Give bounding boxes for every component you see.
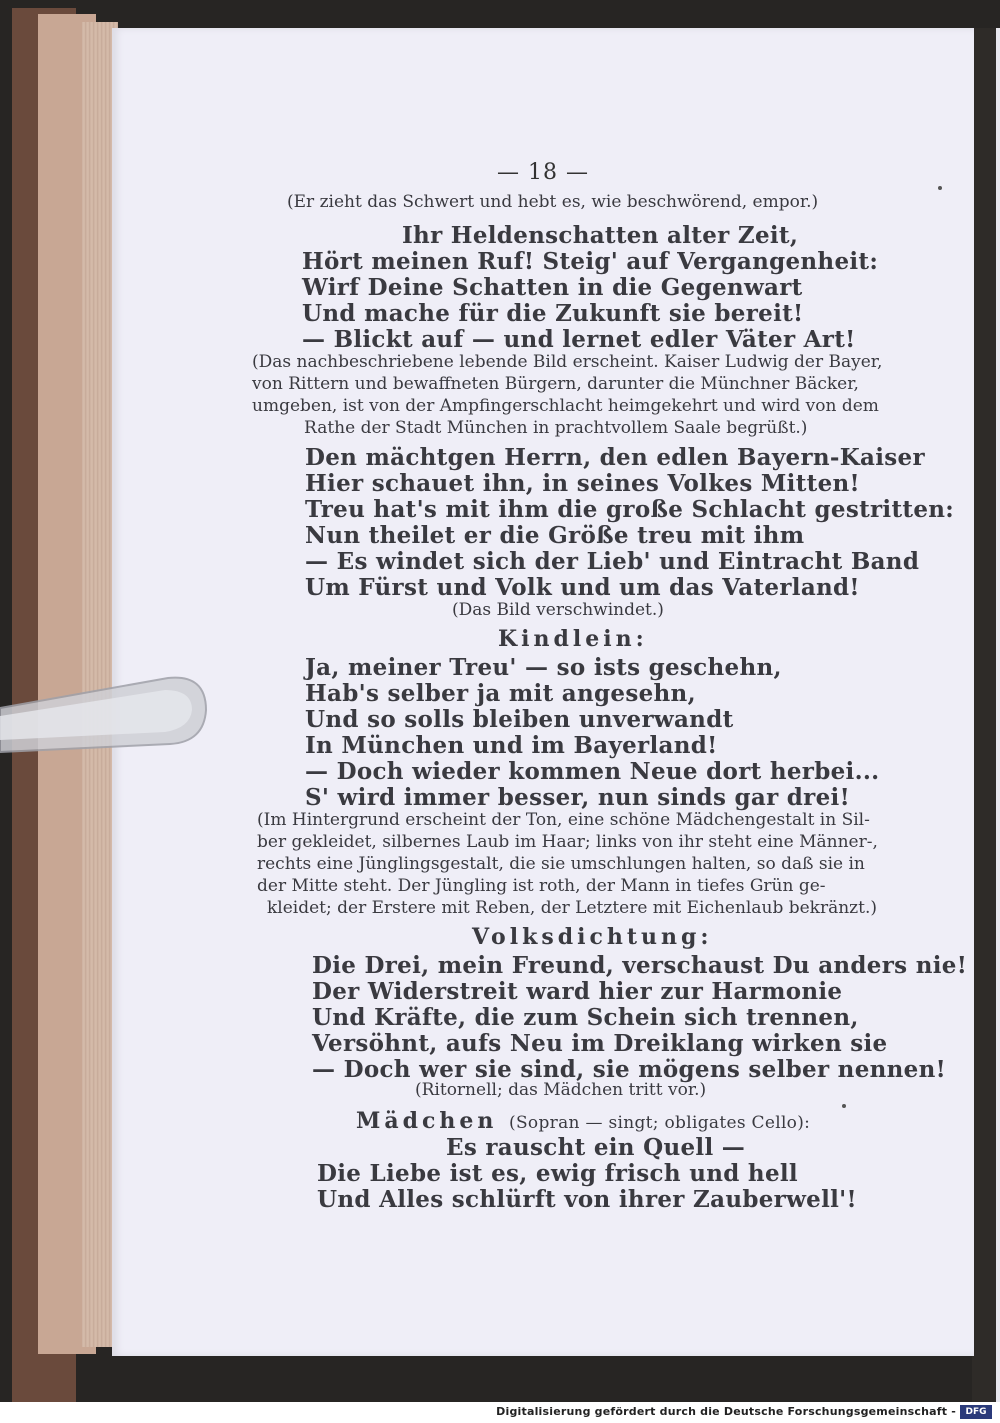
verse-line: Und so solls bleiben unverwandt: [305, 706, 734, 733]
stage-direction: umgeben, ist von der Ampfingerschlacht heimgekehrt und wird von dem: [252, 396, 879, 416]
verse-line: Nun theilet er die Größe treu mit ihm: [305, 522, 805, 549]
stage-direction: (Sopran — singt; obligates Cello):: [509, 1113, 811, 1133]
verse-line: Ihr Heldenschatten alter Zeit,: [402, 222, 799, 249]
verse-line: Die Liebe ist es, ewig frisch und hell: [317, 1160, 798, 1187]
ink-speck: [842, 1104, 846, 1108]
speaker-label: Mädchen: [356, 1108, 498, 1134]
verse-line: Um Fürst und Volk und um das Vaterland!: [305, 574, 860, 601]
speaker-name: Volksdichtung:: [472, 924, 713, 950]
verse-line: Die Drei, mein Freund, verschaust Du anders nie!: [312, 952, 968, 979]
dfg-logo: DFG: [960, 1405, 992, 1419]
book-page: [112, 28, 974, 1356]
stage-direction: (Ritornell; das Mädchen tritt vor.): [415, 1080, 707, 1100]
verse-line: S' wird immer besser, nun sinds gar drei!: [305, 784, 850, 811]
speaker-name: Kindlein:: [498, 626, 648, 652]
verse-line: — Blickt auf — und lernet edler Väter Art!: [302, 326, 856, 353]
verse-line: Hab's selber ja mit angesehn,: [305, 680, 696, 707]
stage-direction: der Mitte steht. Der Jüngling ist roth, der Mann in tiefes Grün ge-: [257, 876, 826, 896]
stage-direction: rechts eine Jünglingsgestalt, die sie umschlungen halten, so daß sie in: [257, 854, 865, 874]
verse-line: — Es windet sich der Lieb' und Eintracht Band: [305, 548, 920, 575]
next-page-edge: [996, 28, 1000, 1423]
stage-direction: (Das Bild verschwindet.): [452, 600, 664, 620]
stage-direction: Rathe der Stadt München in prachtvollem Saale begrüßt.): [304, 418, 808, 438]
speaker-name: [356, 1108, 810, 1134]
stage-direction: (Das nachbeschriebene lebende Bild erscheint. Kaiser Ludwig der Bayer,: [252, 352, 883, 372]
verse-line: Hört meinen Ruf! Steig' auf Vergangenheit:: [302, 248, 879, 275]
verse-line: Es rauscht ein Quell —: [446, 1134, 746, 1161]
page-number: — 18 —: [497, 160, 589, 185]
verse-line: — Doch wer sie sind, sie mögens selber nennen!: [312, 1056, 947, 1083]
ink-speck: [938, 186, 942, 190]
verse-line: Und Alles schlürft von ihrer Zauberwell'!: [317, 1186, 857, 1213]
stage-direction: (Er zieht das Schwert und hebt es, wie beschwörend, empor.): [287, 192, 819, 212]
stage-direction: (Im Hintergrund erscheint der Ton, eine schöne Mädchengestalt in Sil-: [257, 810, 870, 830]
verse-line: Versöhnt, aufs Neu im Dreiklang wirken sie: [312, 1030, 888, 1057]
stage-direction: von Rittern und bewaffneten Bürgern, darunter die Münchner Bäcker,: [252, 374, 859, 394]
verse-line: — Doch wieder kommen Neue dort herbei...: [305, 758, 880, 785]
verse-line: Und Kräfte, die zum Schein sich trennen,: [312, 1004, 859, 1031]
verse-line: Der Widerstreit ward hier zur Harmonie: [312, 978, 843, 1005]
verse-line: Den mächtgen Herrn, den edlen Bayern-Kaiser: [305, 444, 925, 471]
glass-page-weight: [0, 676, 210, 756]
stage-direction: kleidet; der Erstere mit Reben, der Letztere mit Eichenlaub bekränzt.): [267, 898, 878, 918]
verse-line: Wirf Deine Schatten in die Gegenwart: [302, 274, 803, 301]
stage-direction: ber gekleidet, silbernes Laub im Haar; links von ihr steht eine Männer-,: [257, 832, 878, 852]
verse-line: Hier schauet ihn, in seines Volkes Mitten!: [305, 470, 860, 497]
verse-line: In München und im Bayerland!: [305, 732, 718, 759]
book-right-edge: [972, 28, 1000, 1423]
verse-line: Ja, meiner Treu' — so ists geschehn,: [305, 654, 782, 681]
verse-line: Treu hat's mit ihm die große Schlacht gestritten:: [305, 496, 955, 523]
footer-bar: [0, 1402, 1000, 1423]
funding-credit: Digitalisierung gefördert durch die Deutsche Forschungsgemeinschaft -: [496, 1405, 956, 1418]
verse-line: Und mache für die Zukunft sie bereit!: [302, 300, 804, 327]
